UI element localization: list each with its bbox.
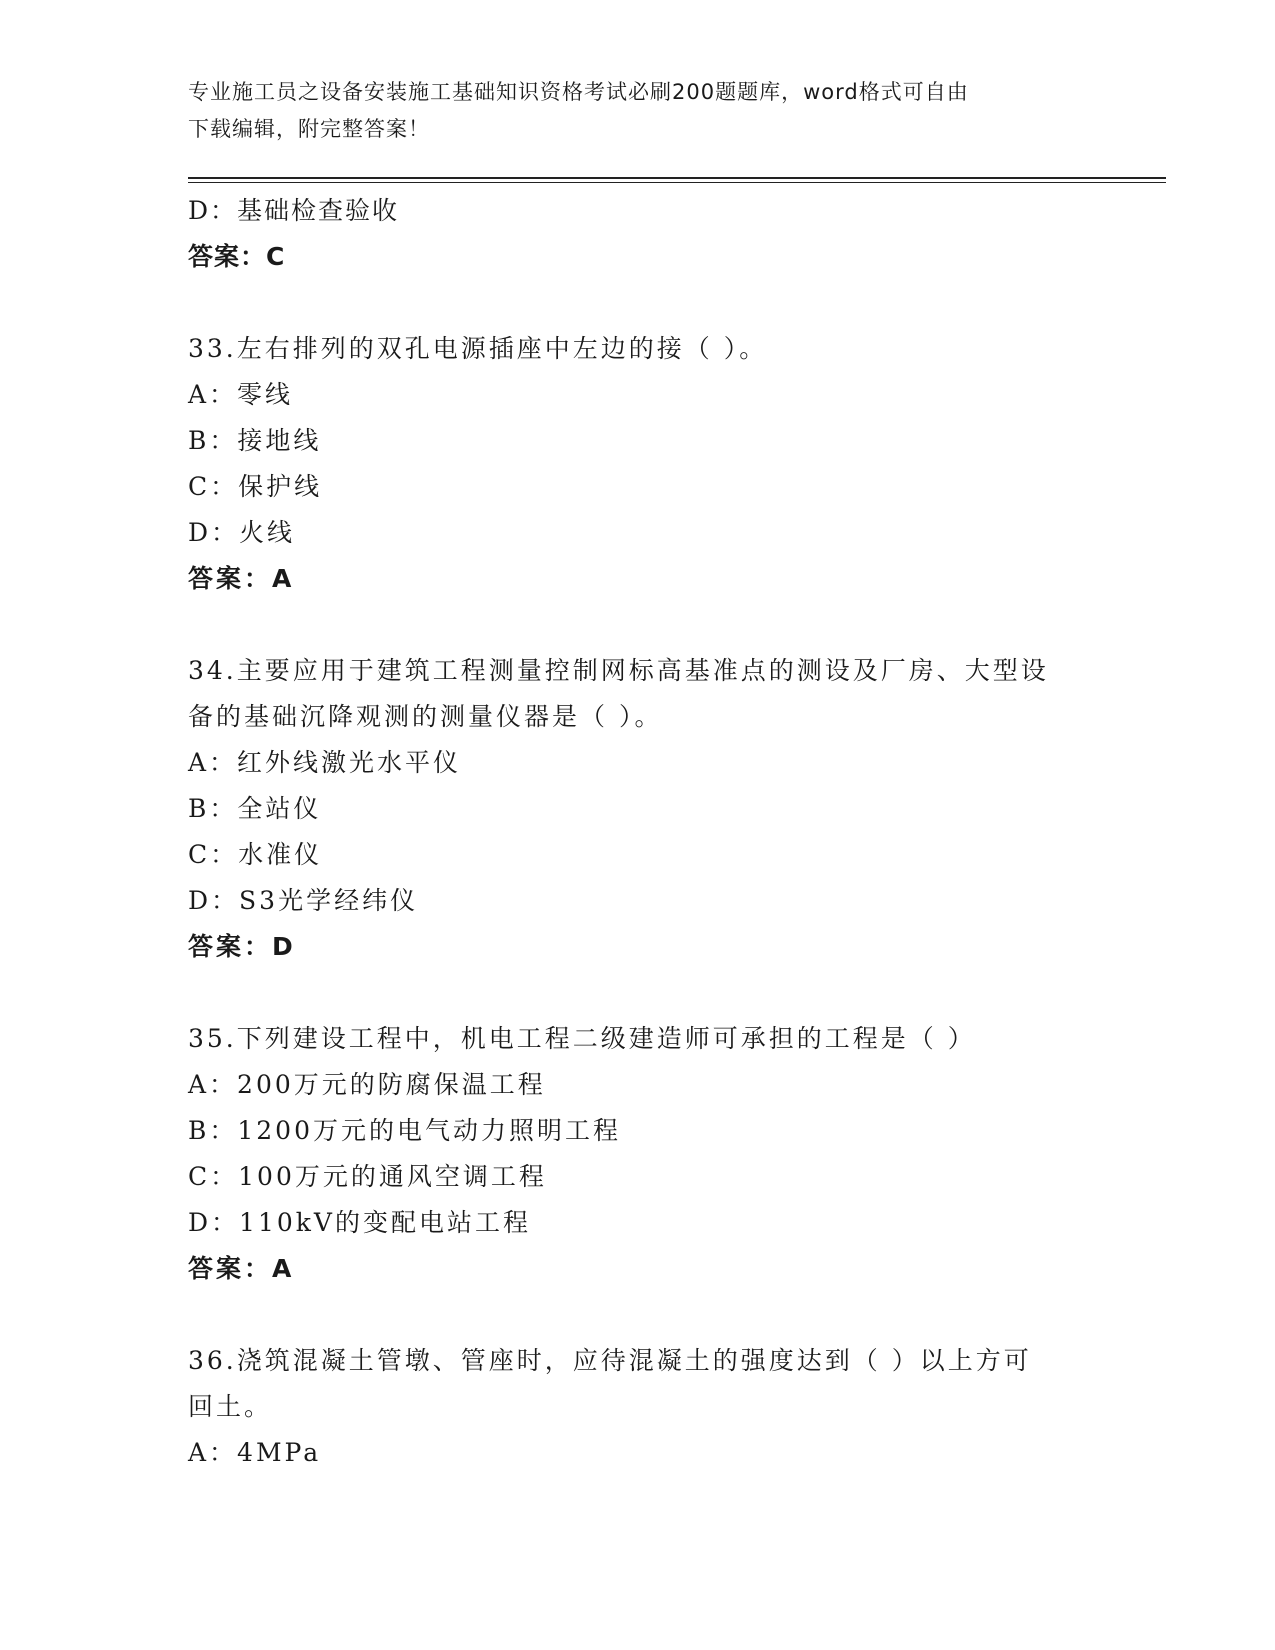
question-33 [188, 326, 1088, 602]
document-header [188, 74, 1088, 148]
option-c: C：100万元的通风空调工程 [188, 1162, 547, 1191]
option-a: A：200万元的防腐保温工程 [188, 1070, 546, 1099]
spacer [188, 970, 1088, 1016]
option-c: C：保护线 [188, 472, 323, 501]
question-34 [188, 648, 1088, 970]
spacer [188, 1292, 1088, 1338]
question-32-tail [188, 188, 1088, 280]
option-d: D：火线 [188, 518, 296, 547]
header-divider [188, 177, 1166, 183]
option-c: C：水准仪 [188, 840, 323, 869]
option-a: A：4MPa [188, 1438, 322, 1467]
question-stem-line-1: 36.浇筑混凝土管墩、管座时，应待混凝土的强度达到（ ）以上方可 [188, 1346, 1032, 1375]
header-title-line-1: 专业施工员之设备安装施工基础知识资格考试必刷200题题库，word格式可自由 [188, 80, 969, 104]
option-b: B：接地线 [188, 426, 322, 455]
question-stem-line-1: 34.主要应用于建筑工程测量控制网标高基准点的测设及厂房、大型设 [188, 656, 1049, 685]
answer-line: 答案：C [188, 242, 286, 271]
question-36 [188, 1338, 1088, 1476]
spacer [188, 602, 1088, 648]
question-stem: 33.左右排列的双孔电源插座中左边的接（ ）。 [188, 334, 768, 363]
answer-line: 答案：D [188, 932, 296, 961]
spacer [188, 280, 1088, 326]
option-d: D：110kV的变配电站工程 [188, 1208, 531, 1237]
header-title-line-2: 下载编辑，附完整答案！ [188, 117, 430, 141]
option-a: A：红外线激光水平仪 [188, 748, 462, 777]
question-35 [188, 1016, 1088, 1292]
question-list [188, 188, 1088, 1476]
question-stem: 35.下列建设工程中，机电工程二级建造师可承担的工程是（ ） [188, 1024, 976, 1053]
question-stem-line-2: 备的基础沉降观测的测量仪器是（ ）。 [188, 702, 663, 731]
question-stem-line-2: 回土。 [188, 1392, 273, 1421]
option-b: B：全站仪 [188, 794, 322, 823]
answer-line: 答案：A [188, 1254, 295, 1283]
answer-line: 答案：A [188, 564, 295, 593]
option-d: D：基础检查验收 [188, 196, 400, 225]
option-a: A：零线 [188, 380, 294, 409]
option-b: B：1200万元的电气动力照明工程 [188, 1116, 621, 1145]
option-d: D：S3光学经纬仪 [188, 886, 419, 915]
